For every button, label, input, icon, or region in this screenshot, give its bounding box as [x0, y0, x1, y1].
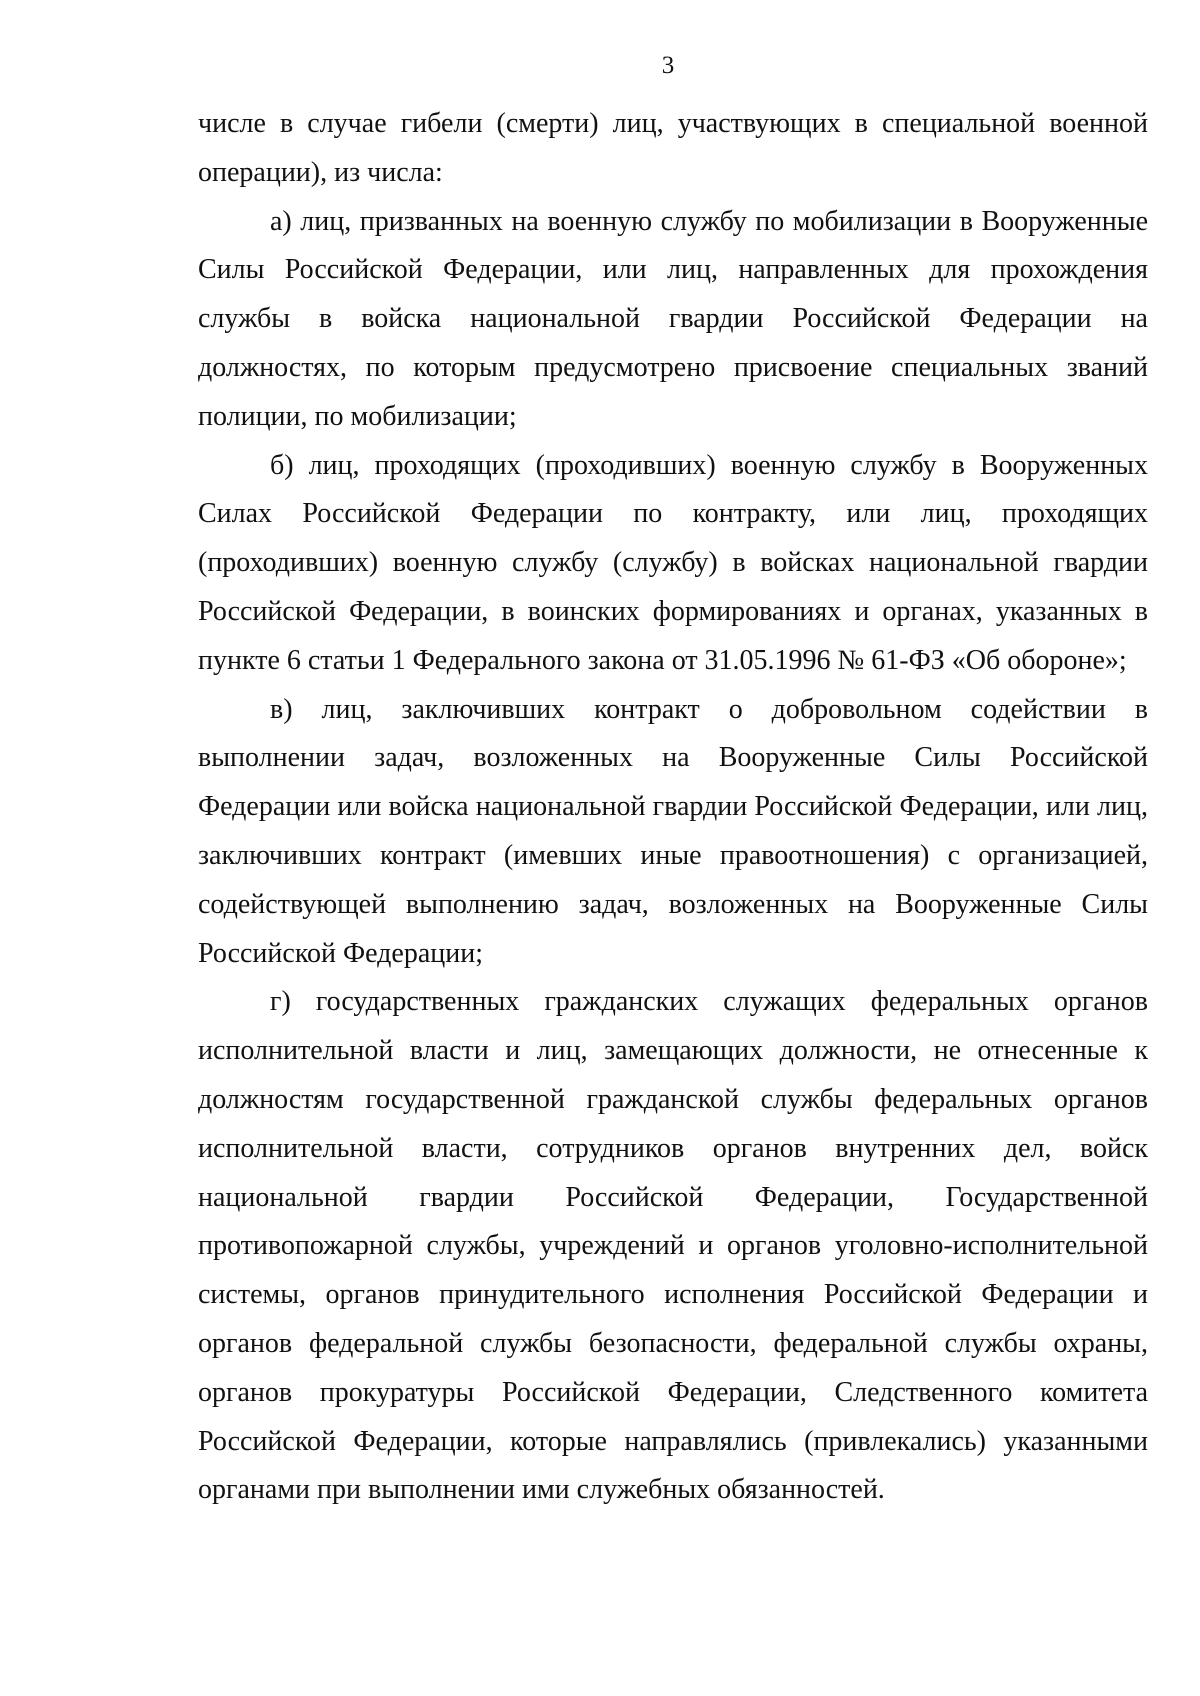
document-body	[198, 100, 1148, 1515]
paragraph-item-v: в) лиц, заключивших контракт о добровольном содействии в выполнении задач, возложенных на Вооруженные Силы Российской Федерации или войска национальной гвардии Российской Федерации, или лиц, заключивших контракт (имевших иные правоотношения) с организацией, содействующей выполнению задач, возложенных на Вооруженные Силы Российской Федерации;	[198, 693, 1148, 969]
paragraph-item-b: б) лиц, проходящих (проходивших) военную службу в Вооруженных Силах Российской Федерации по контракту, или лиц, проходящих (проходивших) военную службу (службу) в войсках национальной гвардии Российской Федерации, в воинских формированиях и органах, указанных в пункте 6 статьи 1 Федерального закона от 31.05.1996 № 61-ФЗ «Об обороне»;	[198, 449, 1148, 676]
paragraph-item-g: г) государственных гражданских служащих федеральных органов исполнительной власти и лиц, замещающих должности, не отнесенные к должностям государственной гражданской службы федеральных органов исполнительной власти, сотрудников органов внутренних дел, войск национальной гвардии Российской Федерации, Государственной противопожарной службы, учреждений и органов уголовно-исполнительной системы, органов принудительного исполнения Российской Федерации и органов федеральной службы безопасности, федеральной службы охраны, органов прокуратуры Российской Федерации, Следственного комитета Российской Федерации, которые направлялись (привлекались) указанными органами при выполнении ими служебных обязанностей.	[198, 986, 1148, 1506]
paragraph-intro: числе в случае гибели (смерти) лиц, участвующих в специальной военной операции), из числа:	[198, 108, 1148, 188]
paragraph-item-a: а) лиц, призванных на военную службу по мобилизации в Вооруженные Силы Российской Федерации, или лиц, направленных для прохождения службы в войска национальной гвардии Российской Федерации на должностях, по которым предусмотрено присвоение специальных званий полиции, по мобилизации;	[198, 205, 1148, 432]
page-number: 3	[661, 52, 675, 79]
